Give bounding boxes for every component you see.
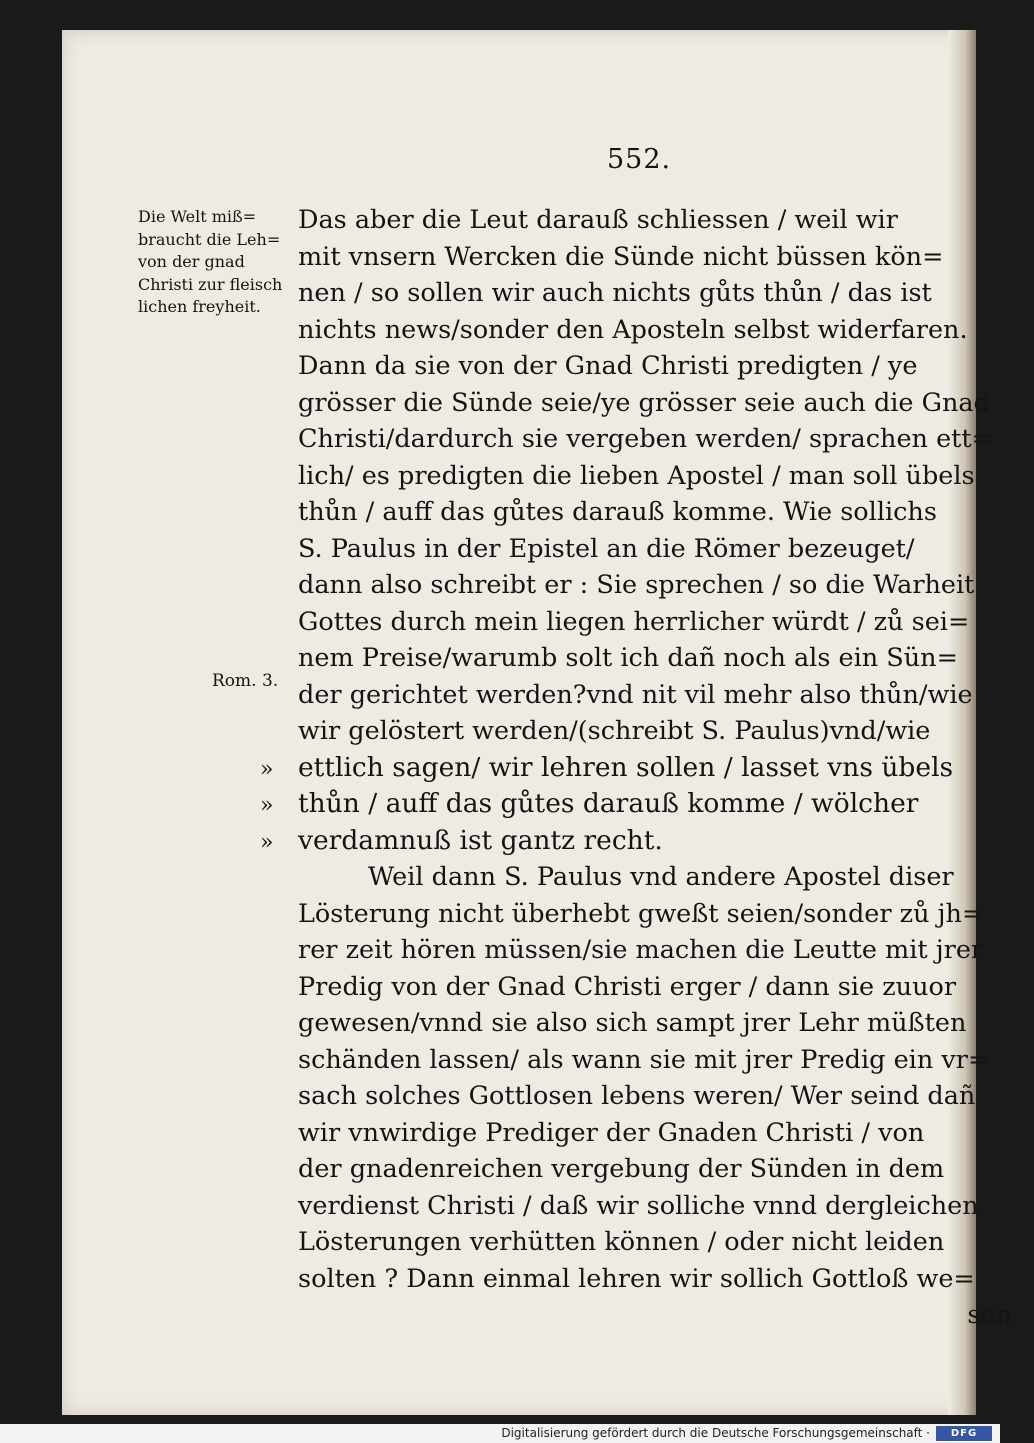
quote-mark: » [260,829,274,855]
text-line: rer zeit hören müssen/sie machen die Leutte mit jrer [298,935,984,965]
text-line: S. Paulus in der Epistel an die Römer bezeuget/ [298,533,915,564]
text-line: Lösterung nicht überhebt gweßt seien/sonder zů jh= [298,898,984,929]
quote-mark: » [260,756,274,782]
text-line: thůn / auff das gůtes darauß komme. Wie sollichs [298,497,937,527]
text-line: gewesen/vnnd sie also sich sampt jrer Lehr müßten [298,1008,967,1038]
text-line: verdamnuß ist gantz recht. [298,824,663,856]
text-line: Predig von der Gnad Christi erger / dann sie zuuor [298,971,957,1002]
book-page [62,30,1012,1415]
text-line: dann also schreibt er : Sie sprechen / so die Warheit [298,570,975,600]
text-line: sach solches Gottlosen lebens weren/ Wer seind dañ [298,1081,976,1111]
marginal-gloss-line: lichen freyheit. [138,297,261,317]
text-line: Christi/dardurch sie vergeben werden/ sprachen ett= [298,424,994,454]
main-text [260,202,1034,1334]
text-line: Lösterungen verhütten können / oder nicht leiden [298,1227,945,1257]
quoted-line [260,786,1034,823]
funding-note: Digitalisierung gefördert durch die Deutsche Forschungsgemeinschaft · [501,1426,930,1440]
text-line: Gottes durch mein liegen herrlicher würdt / zů sei= [298,606,970,637]
text-line: thůn / auff das gůtes darauß komme / wölcher [298,788,919,819]
text-line: ettlich sagen/ wir lehren sollen / lasset vns übels [298,751,954,783]
marginal-gloss-line: braucht die Leh= [138,229,281,249]
text-line: verdienst Christi / daß wir solliche vnnd dergleichen [298,1190,979,1221]
quoted-line [260,750,1034,787]
text-line: mit vnsern Wercken die Sünde nicht büssen kön= [298,241,944,272]
quote-mark: » [260,793,274,818]
footer-bar [0,1424,1000,1443]
text-line: wir vnwirdige Prediger der Gnaden Christi / von [298,1117,925,1148]
text-line: nichts news/sonder den Aposteln selbst widerfaren. [298,314,968,345]
text-line: solten ? Dann einmal lehren wir sollich Gottloß we= [298,1263,975,1294]
text-line: grösser die Sünde seie/ye grösser seie auch die Gnad [298,387,990,418]
page-number: 552. [607,144,672,175]
marginal-gloss-line: Christi zur fleisch [138,274,283,294]
text-line: Das aber die Leut darauß schliessen / weil wir [298,205,898,235]
catchword: sen [967,1300,1012,1330]
text-line: nen / so sollen wir auch nichts gůts thůn / das ist [298,278,932,308]
marginal-gloss [138,206,282,319]
text-line: der gnadenreichen vergebung der Sünden in dem [298,1154,945,1184]
marginal-gloss-line: von der gnad [138,252,245,272]
text-line: der gerichtet werden?vnd nit vil mehr also thůn/wie [298,679,973,710]
text-line: wir gelöstert werden/(schreibt S. Paulus)vnd/wie [298,716,931,746]
text-line: nem Preise/warumb solt ich dañ noch als ein Sün= [298,643,958,673]
text-line: schänden lassen/ als wann sie mit jrer Predig ein vr= [298,1044,990,1075]
quoted-line [260,823,1034,860]
text-line: Dann da sie von der Gnad Christi predigten / ye [298,351,918,381]
text-line: lich/ es predigten die lieben Apostel / man soll übels [298,460,975,491]
paragraph-start-line: Weil dann S. Paulus vnd andere Apostel diser [368,862,954,892]
marginal-bible-reference: Rom. 3. [212,671,279,691]
marginal-gloss-line: Die Welt miß= [138,207,257,226]
dfg-logo: DFG [936,1426,992,1441]
